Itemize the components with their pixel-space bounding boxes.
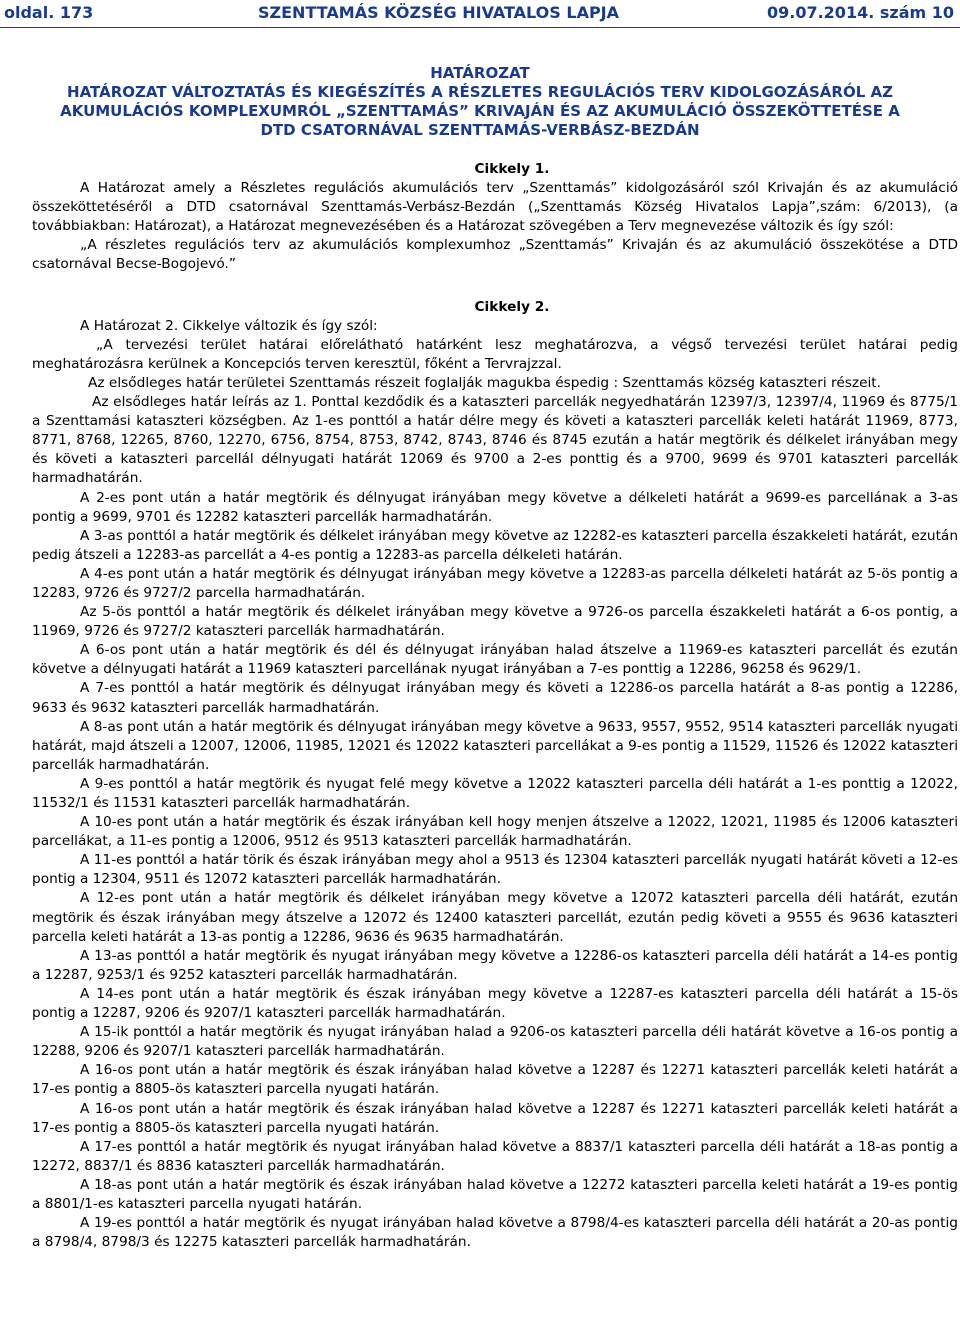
title-line-4: DTD CSATORNÁVAL SZENTTAMÁS-VERBÁSZ-BEZDÁN	[260, 121, 700, 139]
article-2-paragraph: A 12-es pont után a határ megtörik és délkelet irányában megy követve a 12072 kataszteri parcella déli határát, ezután megtörik és észak irányában megy átszelve a 12072 és 12400 kataszteri parcellát, ezután pedig követi a 9555 és 9636 kataszteri parcella keleti határát a 13-as pontig a 12286, 9636 és 9635 harmadhatárán.	[32, 890, 958, 945]
article-2-paragraph: A 14-es pont után a határ megtörik és észak irányában megy követve a 12287-es kataszteri parcella déli határát a 15-ös pontig a 12287, 9206 és 9207/1 kataszteri parcellák harmadhatárán.	[32, 985, 958, 1022]
article-2-paragraph: Az elsődleges határ leírás az 1. Ponttal kezdődik és a kataszteri parcellák negyedhatárán 12397/3, 12397/4, 11969 és 8775/1 a Szenttamási kataszteri községben. Az 1-es ponttól a határ délre megy és követi a kataszteri parcellák keleti határát 11969, 8773, 8771, 8768, 12265, 8760, 12270, 6756, 8754, 8753, 8742, 8743, 8746 és 8745 ezután a határ megtörik és délkelet irányában megy és követi a kataszteri parcellál délnyugati határát 12069 és 9700 a 2-es ponttig és a 9700, 9699 és 9701 kataszteri parcellák harmadhatárán.	[32, 394, 958, 487]
article-1-quote: „A részletes regulációs terv az akumulációs komplexumhoz „Szenttamás” Krivaján és az akumuláció összekötése a DTD csatornával Becse-Bogojevó.”	[32, 237, 958, 273]
document-title	[0, 64, 960, 140]
article-2-paragraph: A 4-es pont után a határ megtörik és délnyugat irányában megy követve a 12283-as parcella délkeleti határát az 5-ös pontig a 12283, 9726 és 9727/2 parcella harmadhatárán.	[32, 565, 958, 601]
article-2-paragraph: A 16-os pont után a határ megtörik és észak irányában halad követve a 12287 és 12271 kataszteri parcellák keleti határát a 17-es pontig a 8805-ös kataszteri parcella nyugati határán.	[32, 1100, 958, 1136]
header-divider	[0, 27, 960, 28]
article-2-paragraph: A 9-es ponttól a határ megtörik és nyugat felé megy követve a 12022 kataszteri parcella déli határát a 1-es ponttig a 12022, 11532/1 és 11531 kataszteri parcellák harmadhatárán.	[32, 775, 958, 811]
article-2-intro: A Határozat 2. Cikkelye változik és így szól:	[80, 317, 378, 334]
title-line-1: HATÁROZAT	[430, 64, 530, 82]
article-2-paragraph: A 17-es ponttól a határ megtörik és nyugat irányában halad követve a 8837/1 kataszteri parcella déli határát a 18-as pontig a 12272, 8837/1 és 8836 kataszteri parcellák harmadhatárán.	[32, 1138, 958, 1174]
article-2-heading: Cikkely 2.	[474, 298, 550, 315]
article-2-paragraph: Az elsődleges határ területei Szenttamás részeit foglalják magukba éspedig : Szenttamás község kataszteri részeit.	[88, 374, 882, 391]
article-2-paragraph: A 13-as ponttól a határ megtörik és nyugat irányában megy követve a 12286-os kataszteri parcella déli határát a 14-es pontig a 12287, 9253/1 és 9252 kataszteri parcellák harmadhatárán.	[32, 947, 958, 983]
article-2-paragraph: „A tervezési terület határai előrelátható határként lesz meghatározva, a végső tervezési terület határai pedig meghatározásra kerülnek a Koncepciós terven keresztül, főként a Tervrajzzal.	[32, 336, 958, 372]
title-line-2: HATÁROZAT VÁLTOZTATÁS ÉS KIEGÉSZÍTÉS A RÉSZLETES REGULÁCIÓS TERV KIDOLGOZÁSÁRÓL AZ	[67, 83, 893, 101]
document-body	[32, 160, 958, 1252]
article-2-paragraph: A 11-es ponttól a határ törik és észak irányában megy ahol a 9513 és 12304 kataszteri parcellák nyugati határát követi a 12-es pontig a 12304, 9511 és 12072 kataszteri parcellák harmadhatárán.	[32, 852, 958, 888]
article-2-paragraph: A 8-as pont után a határ megtörik és délnyugat irányában megy követve a 9633, 9557, 9552, 9514 kataszteri parcellák nyugati határát, majd átszeli a 12007, 12006, 11985, 12021 és 12022 kataszteri parcellákat a 9-es pontig a 11529, 11526 és 12022 kataszteri parcellák harmadhatárán.	[32, 718, 958, 773]
article-2-paragraph: A 7-es ponttól a határ megtörik és délnyugat irányában megy és követi a 12286-os parcella határát a 8-as pontig a 12286, 9633 és 9632 kataszteri parcellák harmadhatárán.	[32, 680, 958, 716]
article-2-paragraph: A 16-os pont után a határ megtörik és észak irányában halad követve a 12287 és 12271 kataszteri parcellák keleti határát a 17-es pontig a 8805-ös kataszteri parcella nyugati határán.	[32, 1062, 958, 1098]
publication-name: SZENTTAMÁS KÖZSÉG HIVATALOS LAPJA	[258, 3, 620, 22]
article-2-paragraph: A 10-es pont után a határ megtörik és észak irányában kell hogy menjen átszelve a 12022, 12021, 11985 és 12006 kataszteri parcellákat, a 11-es pontig a 12006, 9512 és 9513 kataszteri parcellák harmadhatárán.	[32, 814, 958, 850]
issue-date-number: 09.07.2014. szám 10	[766, 3, 954, 22]
article-2-paragraph: A 3-as ponttól a határ megtörik és délkelet irányában megy követve az 12282-es kataszteri parcella északkeleti határát, ezután pedig átszeli a 12283-as parcellát a 4-es pontig a 12283-as parcella délkeleti határán.	[32, 527, 958, 563]
article-2-paragraph: A 15-ik ponttól a határ megtörik és nyugat irányában halad a 9206-os kataszteri parcella déli határát követve a 16-os pontig a 12288, 9206 és 9207/1 kataszteri parcellák harmadhatárán.	[32, 1024, 958, 1060]
article-2-paragraph: A 19-es ponttól a határ megtörik és nyugat irányában halad követve a 8798/4-es kataszteri parcella déli határát a 20-as pontig a 8798/4, 8798/3 és 12275 kataszteri parcellák harmadhatárán.	[32, 1215, 958, 1251]
page-number: oldal. 173	[4, 3, 94, 22]
page-header	[0, 0, 960, 30]
article-2-paragraph: A 6-os pont után a határ megtörik és dél és délnyugat irányában halad átszelve a 11969-es kataszteri parcellát és ezután követve a délnyugati határát a 11969 kataszteri parcellának nyugat irányában a 7-es ponttig a 12286, 96258 és 9629/1.	[32, 642, 958, 678]
article-2-paragraph: Az 5-ös ponttól a határ megtörik és délkelet irányában megy követve a 9726-os parcella északkeleti határát a 6-os pontig, a 11969, 9726 és 9727/2 kataszteri parcellák harmadhatárán.	[32, 604, 958, 640]
article-2-paragraph: A 2-es pont után a határ megtörik és délnyugat irányában megy követve a délkeleti határát a 9699-es parcellának a 3-as pontig a 9699, 9701 és 12282 kataszteri parcellák harmadhatárán.	[32, 489, 958, 525]
title-line-3: AKUMULÁCIÓS KOMPLEXUMRÓL „SZENTTAMÁS” KRIVAJÁN ÉS AZ AKUMULÁCIÓ ÖSSZEKÖTTETÉSE A	[60, 102, 900, 120]
article-2-paragraph: A 18-as pont után a határ megtörik és észak irányában halad követve a 12272 kataszteri parcella keleti határát a 19-es pontig a 8801/1-es kataszteri parcella nyugati határán.	[32, 1176, 958, 1212]
article-1-paragraph: A Határozat amely a Részletes regulációs akumulációs terv „Szenttamás” kidolgozásáról szól Krivaján és az akumuláció összeköttetéséről a DTD csatornával Szenttamás-Verbász-Bezdán („Szenttamás Község Hivatalos Lapja”,szám: 6/2013), (a továbbiakban: Határozat), a Határozat megnevezésében és a Határozat szövegében a Terv megnevezése változik és így szól:	[32, 180, 958, 235]
article-1-heading: Cikkely 1.	[474, 161, 550, 177]
